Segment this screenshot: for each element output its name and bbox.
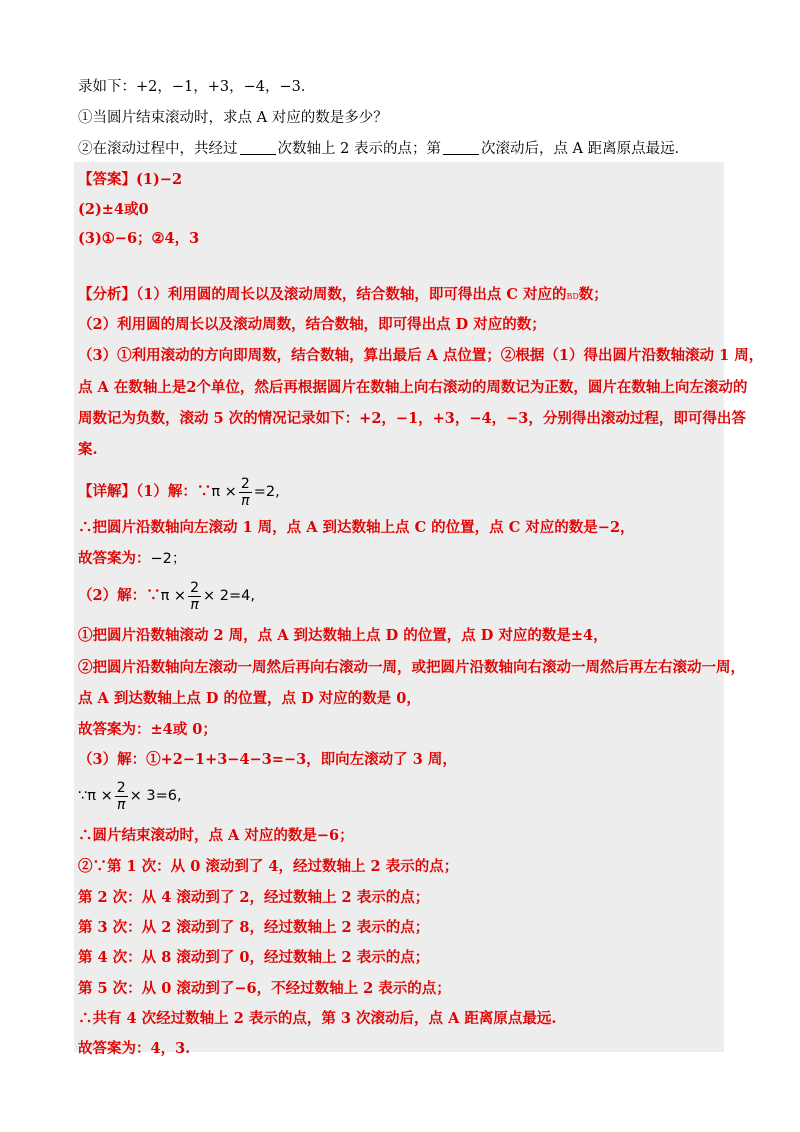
detail-3-line-7: 第 4 次：从 8 滚动到了 0，经过数轴上 2 表示的点； [78,949,430,966]
detail-1-tail: =2, [253,484,280,500]
detail-1-intro: （1）解：∵ [136,483,212,500]
detail-line-1 [78,474,280,510]
detail-2-answer: 故答案为：±4或 0； [78,721,217,738]
detail-3-line-6: 第 3 次：从 2 滚动到了 8，经过数轴上 2 表示的点； [78,919,430,936]
detail-2-line-4: 点 A 到达数轴上点 D 的位置，点 D 对应的数是 0， [78,690,421,707]
fraction-2-over-pi: $\frac{2}{\pi}$ [116,779,126,813]
question-2-part-b: 次数轴上 2 表示的点；第 [277,141,441,157]
fill-blank-1 [240,140,276,155]
detail-2-line-2: ①把圆片沿数轴滚动 2 周，点 A 到达数轴上点 D 的位置，点 D 对应的数是±4， [78,627,608,644]
answer-label: 【答案】 [78,171,136,188]
question-2-part-a: ②在滚动过程中，共经过 [78,141,238,157]
analysis-line-6: 案. [78,441,98,458]
question-2-part-c: 次滚动后，点 A 距离原点最远． [480,141,690,157]
fill-blank-2 [443,140,479,155]
answer-1: (1)−2 [136,171,183,188]
analysis-text-1b: 数； [578,286,608,303]
detail-3-line-9: ∴共有 4 次经过数轴上 2 表示的点，第 3 次滚动后，点 A 距离原点最远. [78,1010,557,1027]
analysis-tiny-mark: BD [566,292,579,301]
detail-label: 【详解】 [78,483,136,500]
detail-3-line-2: ∵π × $\frac{2}{\pi}$ × 3=6, [78,779,182,813]
answer-3: (3)①−6；②4，3 [78,230,200,247]
analysis-line-1 [78,285,608,307]
answer-line-1 [78,170,182,190]
detail-1-answer: 故答案为：−2； [78,550,187,567]
analysis-line-4: 点 A 在数轴上是2个单位，然后再根据圆片在数轴上向右滚动的周数记为正数，圆片在数轴上向左滚动的 [78,379,748,396]
analysis-text-1a: （1）利用圆的周长以及滚动周数，结合数轴，即可得出点 C 对应的 [136,286,567,303]
detail-1-math: π × [211,484,237,500]
detail-3-line-4: ②∵第 1 次：从 0 滚动到了 4，经过数轴上 2 表示的点； [78,858,459,875]
detail-3-line-1: （3）解：①+2−1+3−4−3=−3，即向左滚动了 3 周， [78,751,457,768]
detail-2-line-3: ②把圆片沿数轴向左滚动一周然后再向右滚动一周，或把圆片沿数轴向右滚动一周然后再左右滚动一周， [78,659,745,676]
analysis-line-2: （2）利用圆的周长以及滚动周数，结合数轴，即可得出点 D 对应的数； [78,316,546,333]
detail-3-line-5: 第 2 次：从 4 滚动到了 2，经过数轴上 2 表示的点； [78,889,430,906]
analysis-line-3: （3）①利用滚动的方向即周数，结合数轴，算出最后 A 点位置；②根据（1）得出圆片沿数轴滚动 1 周， [78,347,764,364]
question-1: ①当圆片结束滚动时，求点 A 对应的数是多少？ [78,110,388,126]
detail-3-line-8: 第 5 次：从 0 滚动到了−6，不经过数轴上 2 表示的点； [78,980,451,997]
fraction-2-over-pi: $\frac{2}{\pi}$ [240,475,250,509]
fraction-2-over-pi: $\frac{2}{\pi}$ [190,579,200,613]
detail-3-answer: 故答案为：4，3. [78,1040,191,1057]
record-line: 录如下：+2，−1，+3，−4，−3． [78,79,316,95]
detail-2-intro: （2）解：∵ [78,587,161,604]
analysis-label: 【分析】 [78,286,136,303]
detail-1-line-2: ∴把圆片沿数轴向左滚动 1 周，点 A 到达数轴上点 C 的位置，点 C 对应的数是−2， [78,519,635,536]
detail-3-line-3: ∴圆片结束滚动时，点 A 对应的数是−6； [78,827,354,844]
question-2 [78,139,689,159]
analysis-line-5: 周数记为负数，滚动 5 次的情况记录如下：+2，−1，+3，−4，−3，分别得出滚动过程，即可得出答 [78,410,746,427]
detail-2-line-1: （2）解：∵π × $\frac{2}{\pi}$ × 2=4, [78,579,255,613]
answer-2: (2)±4或0 [78,201,149,218]
